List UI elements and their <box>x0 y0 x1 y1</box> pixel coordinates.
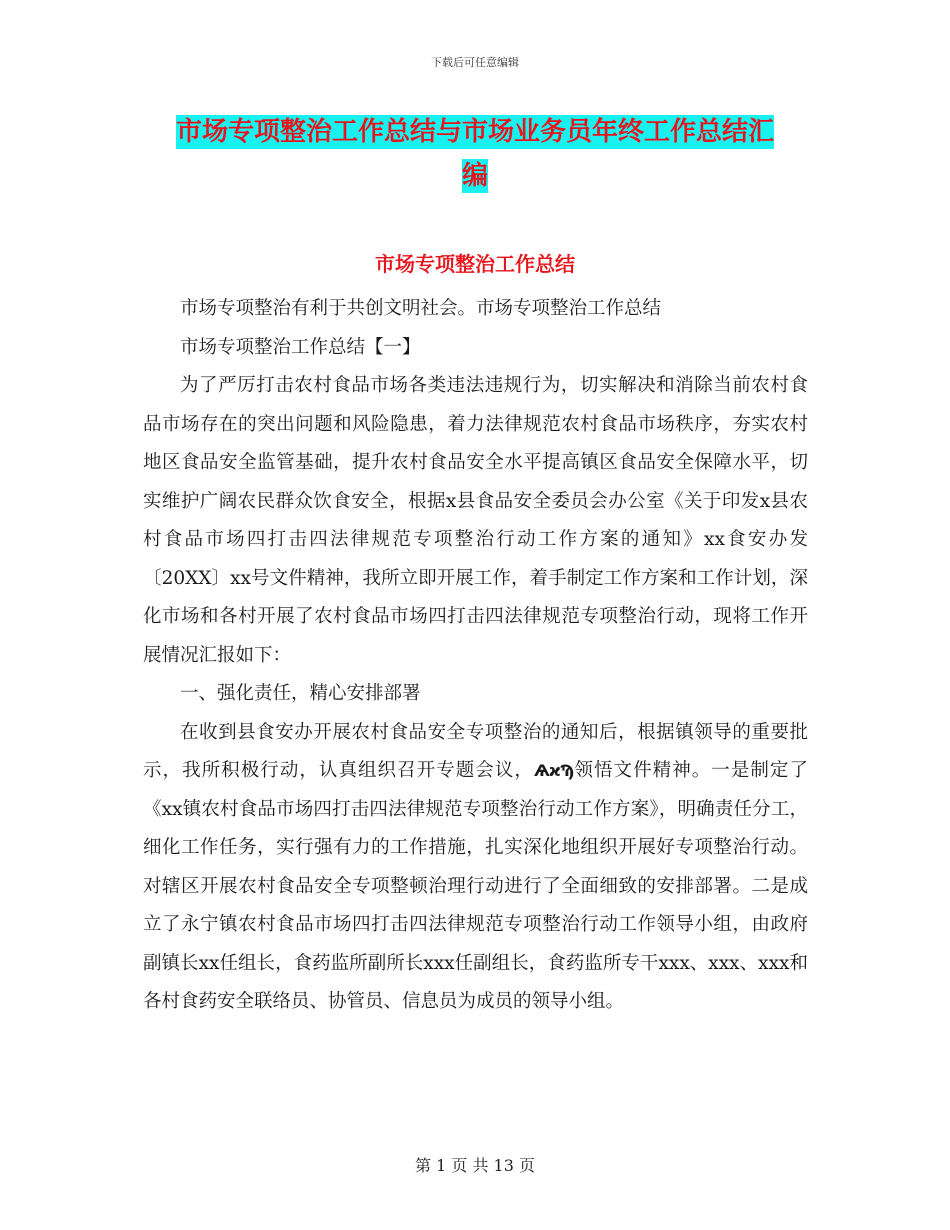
header-note: 下载后可任意编辑 <box>431 56 519 69</box>
main-title <box>140 110 810 198</box>
paragraph-section-1-part1: 在收到县食安办开展农村食品安全专项整治的通知后，根据镇领导的重要批示，我所积极行动，认真组织召开专题会议， <box>143 721 808 781</box>
paragraph-heading-1: 一、强化责任，精心安排部署 <box>180 683 421 704</box>
section-title: 市场专项整治工作总结 <box>375 252 575 276</box>
page-footer: 第 1 页 共 13 页 <box>415 1156 535 1175</box>
main-title-line1: 市场专项整治工作总结与市场业务员年终工作总结汇 <box>175 117 774 147</box>
document-body <box>143 290 808 1022</box>
paragraph-section-1-part2: 领悟文件精神。一是制定了《xx镇农村食品市场四打击四法律规范专项整治行动工作方案》，明确责任分工，细化工作任务，实行强有力的工作措施，扎实深化地组织开展好专项整治行动。对辖区开展农村食品安全专项整顿治理行动进行了全面细致的安排部署。二是成立了永宁镇农村食品市场四打击四法律规范专项整治行动工作领导小组，由政府副镇长xx任组长，食药监所副所长xxx任副组长，食药监所专干xxx、xxx、xxx和各村食药安全联络员、协管员、信息员为成员的领导小组。 <box>143 760 808 1012</box>
main-title-line2: 编 <box>461 161 488 191</box>
paragraph-intro: 市场专项整治有利于共创文明社会。市场专项整治工作总结 <box>180 298 662 319</box>
paragraph-subtitle: 市场专项整治工作总结【一】 <box>180 336 421 358</box>
garbled-glyph-mark: ѦϰϠ <box>533 761 574 780</box>
paragraph-section-1 <box>143 714 808 1022</box>
paragraph-main: 为了严厉打击农村食品市场各类违法违规行为，切实解决和消除当前农村食品市场存在的突出问题和风险隐患，着力法律规范农村食品市场秩序，夯实农村地区食品安全监管基础，提升农村食品安全水平提高镇区食品安全保障水平，切实维护广阔农民群众饮食安全，根据x县食品安全委员会办公室《关于印发x县农村食品市场四打击四法律规范专项整治行动工作方案的通知》xx食安办发〔20XX〕xx号文件精神，我所立即开展工作，着手制定工作方案和工作计划，深化市场和各村开展了农村食品市场四打击四法律规范专项整治行动，现将工作开展情况汇报如下： <box>143 375 808 666</box>
